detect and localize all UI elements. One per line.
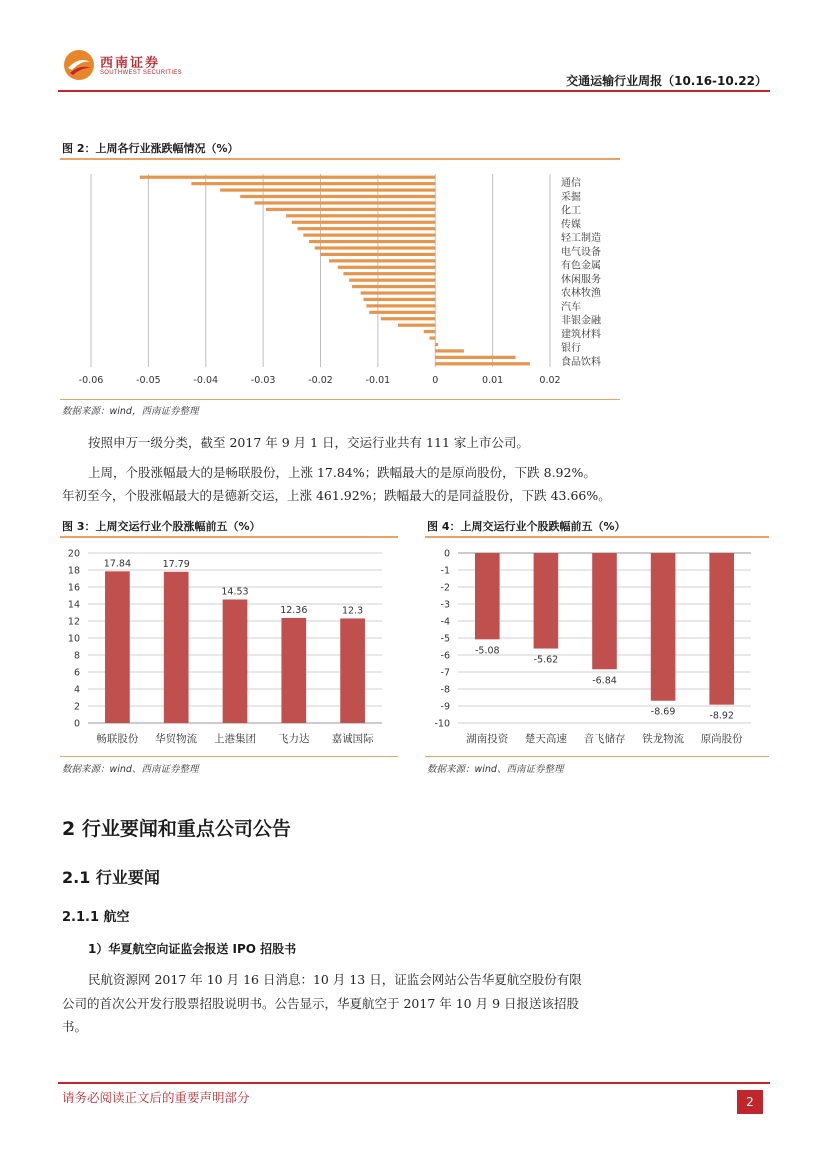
- bar-data-label: 12.3: [342, 605, 364, 617]
- industry-category-label: 传媒: [561, 219, 581, 231]
- value-bar: [281, 618, 306, 723]
- industry-bar: [315, 246, 435, 249]
- bar-data-label: 12.36: [280, 604, 308, 616]
- category-label: 飞力达: [278, 733, 310, 745]
- y-tick-label: 6: [73, 667, 80, 679]
- industry-category-label: 农林牧渔: [561, 288, 601, 300]
- header-divider: [58, 90, 770, 92]
- value-bar: [340, 618, 365, 723]
- industry-bar: [338, 266, 436, 269]
- industry-bar: [286, 214, 435, 217]
- y-tick-label: 10: [67, 633, 80, 645]
- industry-category-label: 化工: [561, 205, 581, 217]
- category-label: 嘉诚国际: [331, 733, 374, 745]
- paragraph-weekly-movers: 上周，个股涨幅最大的是畅联股份，上涨 17.84%；跌幅最大的是原尚股份，下跌 8.92%。: [88, 465, 596, 480]
- y-tick-label: -6: [440, 650, 450, 662]
- figure-3-title: 图 3：上周交运行业个股涨幅前五（%）: [62, 520, 261, 533]
- section-2-1-heading: 2.1 行业要闻: [62, 868, 160, 887]
- industry-chart-x-tick: 0: [432, 375, 439, 386]
- industry-category-label: 休闲服务: [561, 274, 601, 286]
- y-tick-label: 0: [443, 548, 450, 560]
- news-item-1-line-1: 民航资源网 2017 年 10 月 16 日消息：10 月 13 日，证监会网站公告华夏航空股份有限: [88, 972, 582, 987]
- value-bar: [105, 571, 130, 723]
- bar-data-label: -5.08: [475, 645, 500, 657]
- industry-bar: [329, 259, 435, 262]
- figure-4-source: 数据来源：wind、西南证券整理: [427, 764, 564, 775]
- industry-bar: [240, 195, 435, 198]
- industry-bar: [303, 234, 435, 237]
- y-tick-label: 4: [73, 684, 80, 696]
- y-tick-label: -7: [440, 667, 450, 679]
- figure-4-top-rule: [425, 536, 769, 538]
- category-label: 原尚股份: [700, 733, 743, 745]
- footer-divider: [58, 1082, 770, 1084]
- industry-bar: [349, 279, 435, 282]
- y-tick-label: -5: [440, 633, 450, 645]
- industry-bar: [361, 291, 436, 294]
- y-tick-label: -2: [440, 582, 450, 594]
- industry-bar: [435, 349, 464, 352]
- category-label: 畅联股份: [96, 733, 139, 745]
- figure-3-source: 数据来源：wind、西南证券整理: [62, 764, 199, 775]
- industry-bar: [435, 356, 515, 359]
- industry-bar: [309, 240, 435, 243]
- y-tick-label: -10: [434, 718, 450, 730]
- industry-bar: [255, 201, 436, 204]
- y-tick-label: -4: [440, 616, 450, 628]
- category-label: 楚天高速: [524, 733, 567, 745]
- industry-bar: [352, 285, 435, 288]
- category-label: 湖南投资: [466, 733, 509, 745]
- figure-3-top-rule: [60, 536, 398, 538]
- industry-category-label: 银行: [561, 343, 581, 355]
- value-bar: [651, 553, 676, 701]
- y-tick-label: 12: [67, 616, 80, 628]
- logo-emblem-icon: [62, 48, 96, 82]
- page-number: 2: [737, 1090, 763, 1114]
- industry-bar: [220, 188, 435, 191]
- y-tick-label: 8: [73, 650, 80, 662]
- bar-data-label: 17.79: [162, 558, 190, 570]
- value-bar: [592, 553, 617, 669]
- news-item-1-line-3: 书。: [62, 1019, 88, 1034]
- category-label: 铁龙物流: [642, 733, 685, 745]
- bar-data-label: -8.69: [650, 706, 676, 718]
- top-gainers-chart: [60, 540, 398, 750]
- y-tick-label: 20: [67, 548, 80, 560]
- value-bar: [534, 553, 559, 649]
- industry-category-label: 汽车: [561, 301, 581, 313]
- industry-bar: [366, 304, 435, 307]
- industry-category-label: 非银金融: [561, 315, 601, 327]
- y-tick-label: 2: [73, 701, 80, 713]
- industry-category-label: 轻工制造: [561, 233, 601, 245]
- industry-chart-x-tick: -0.05: [136, 375, 161, 386]
- industry-chart-x-tick: -0.04: [193, 375, 219, 386]
- industry-category-label: 通信: [561, 178, 581, 189]
- category-label: 上港集团: [214, 733, 256, 745]
- bar-data-label: -5.62: [533, 654, 559, 666]
- industry-change-chart: [60, 162, 620, 394]
- industry-bar: [435, 343, 438, 346]
- y-tick-label: -9: [440, 701, 450, 713]
- industry-category-label: 食品饮料: [561, 357, 601, 368]
- y-tick-label: 0: [73, 718, 80, 730]
- figure-2-bottom-rule: [60, 399, 620, 400]
- industry-category-label: 有色金属: [561, 260, 601, 272]
- news-item-1-line-2: 公司的首次公开发行股票招股说明书。公告显示，华夏航空于 2017 年 10 月 9 日报送该招股: [62, 996, 580, 1011]
- industry-category-label: 建筑材料: [561, 329, 601, 341]
- industry-bar: [424, 330, 435, 333]
- logo-name-en: SOUTHWEST SECURITIES: [100, 70, 182, 76]
- y-tick-label: -3: [440, 599, 450, 611]
- bar-data-label: -8.92: [709, 710, 734, 722]
- industry-bar: [381, 317, 436, 320]
- bar-data-label: -6.84: [592, 675, 617, 687]
- industry-bar: [364, 298, 436, 301]
- industry-bar: [191, 182, 435, 185]
- industry-chart-x-tick: -0.06: [78, 375, 104, 386]
- industry-bar: [298, 227, 436, 230]
- y-tick-label: 16: [67, 582, 80, 594]
- industry-chart-x-tick: 0.02: [539, 375, 561, 386]
- y-tick-label: 14: [67, 599, 80, 611]
- industry-bar: [292, 221, 435, 224]
- industry-bar: [435, 362, 530, 365]
- value-bar: [709, 553, 734, 705]
- figure-2-top-rule: [60, 158, 620, 160]
- industry-chart-x-tick: -0.01: [365, 375, 391, 386]
- value-bar: [475, 553, 500, 639]
- industry-category-label: 采掘: [561, 191, 581, 203]
- industry-bar: [140, 176, 435, 179]
- industry-category-label: 电气设备: [561, 246, 601, 258]
- figure-2-source: 数据来源：wind，西南证券整理: [62, 406, 199, 417]
- value-bar: [164, 572, 189, 723]
- industry-chart-x-tick: 0.01: [482, 375, 504, 386]
- paragraph-ytd-movers: 年初至今，个股涨幅最大的是德新交运，上涨 461.92%；跌幅最大的是同益股份，下跌 43.66%。: [62, 488, 611, 503]
- y-tick-label: -8: [440, 684, 450, 696]
- y-tick-label: -1: [440, 565, 450, 577]
- industry-bar: [266, 208, 435, 211]
- footer-disclaimer: 请务必阅读正文后的重要声明部分: [62, 1090, 250, 1105]
- industry-bar: [343, 272, 435, 275]
- value-bar: [223, 599, 248, 723]
- industry-chart-x-tick: -0.03: [250, 375, 276, 386]
- category-label: 华贸物流: [155, 733, 198, 745]
- section-2-1-1-heading: 2.1.1 航空: [62, 910, 130, 925]
- news-item-1-heading: 1）华夏航空向证监会报送 IPO 招股书: [88, 942, 297, 956]
- y-tick-label: 18: [67, 565, 80, 577]
- industry-bar: [321, 253, 436, 256]
- paragraph-listed-companies: 按照申万一级分类，截至 2017 年 9 月 1 日，交运行业共有 111 家上市公司。: [88, 435, 529, 450]
- top-losers-chart: [425, 540, 769, 750]
- bar-data-label: 17.84: [103, 558, 132, 570]
- category-label: 音飞储存: [583, 733, 626, 745]
- logo-name-cn: 西南证券: [100, 56, 161, 71]
- section-2-heading: 2 行业要闻和重点公司公告: [62, 818, 291, 840]
- industry-chart-x-tick: -0.02: [308, 375, 333, 386]
- report-title: 交通运输行业周报（10.16-10.22）: [566, 74, 767, 88]
- figure-3-bottom-rule: [60, 756, 398, 757]
- industry-bar: [398, 324, 435, 327]
- industry-bar: [430, 336, 436, 339]
- industry-bar: [369, 311, 435, 314]
- figure-4-bottom-rule: [425, 756, 769, 757]
- figure-2-title: 图 2：上周各行业涨跌幅情况（%）: [62, 142, 239, 155]
- figure-4-title: 图 4：上周交运行业个股跌幅前五（%）: [427, 520, 626, 533]
- bar-data-label: 14.53: [221, 586, 249, 598]
